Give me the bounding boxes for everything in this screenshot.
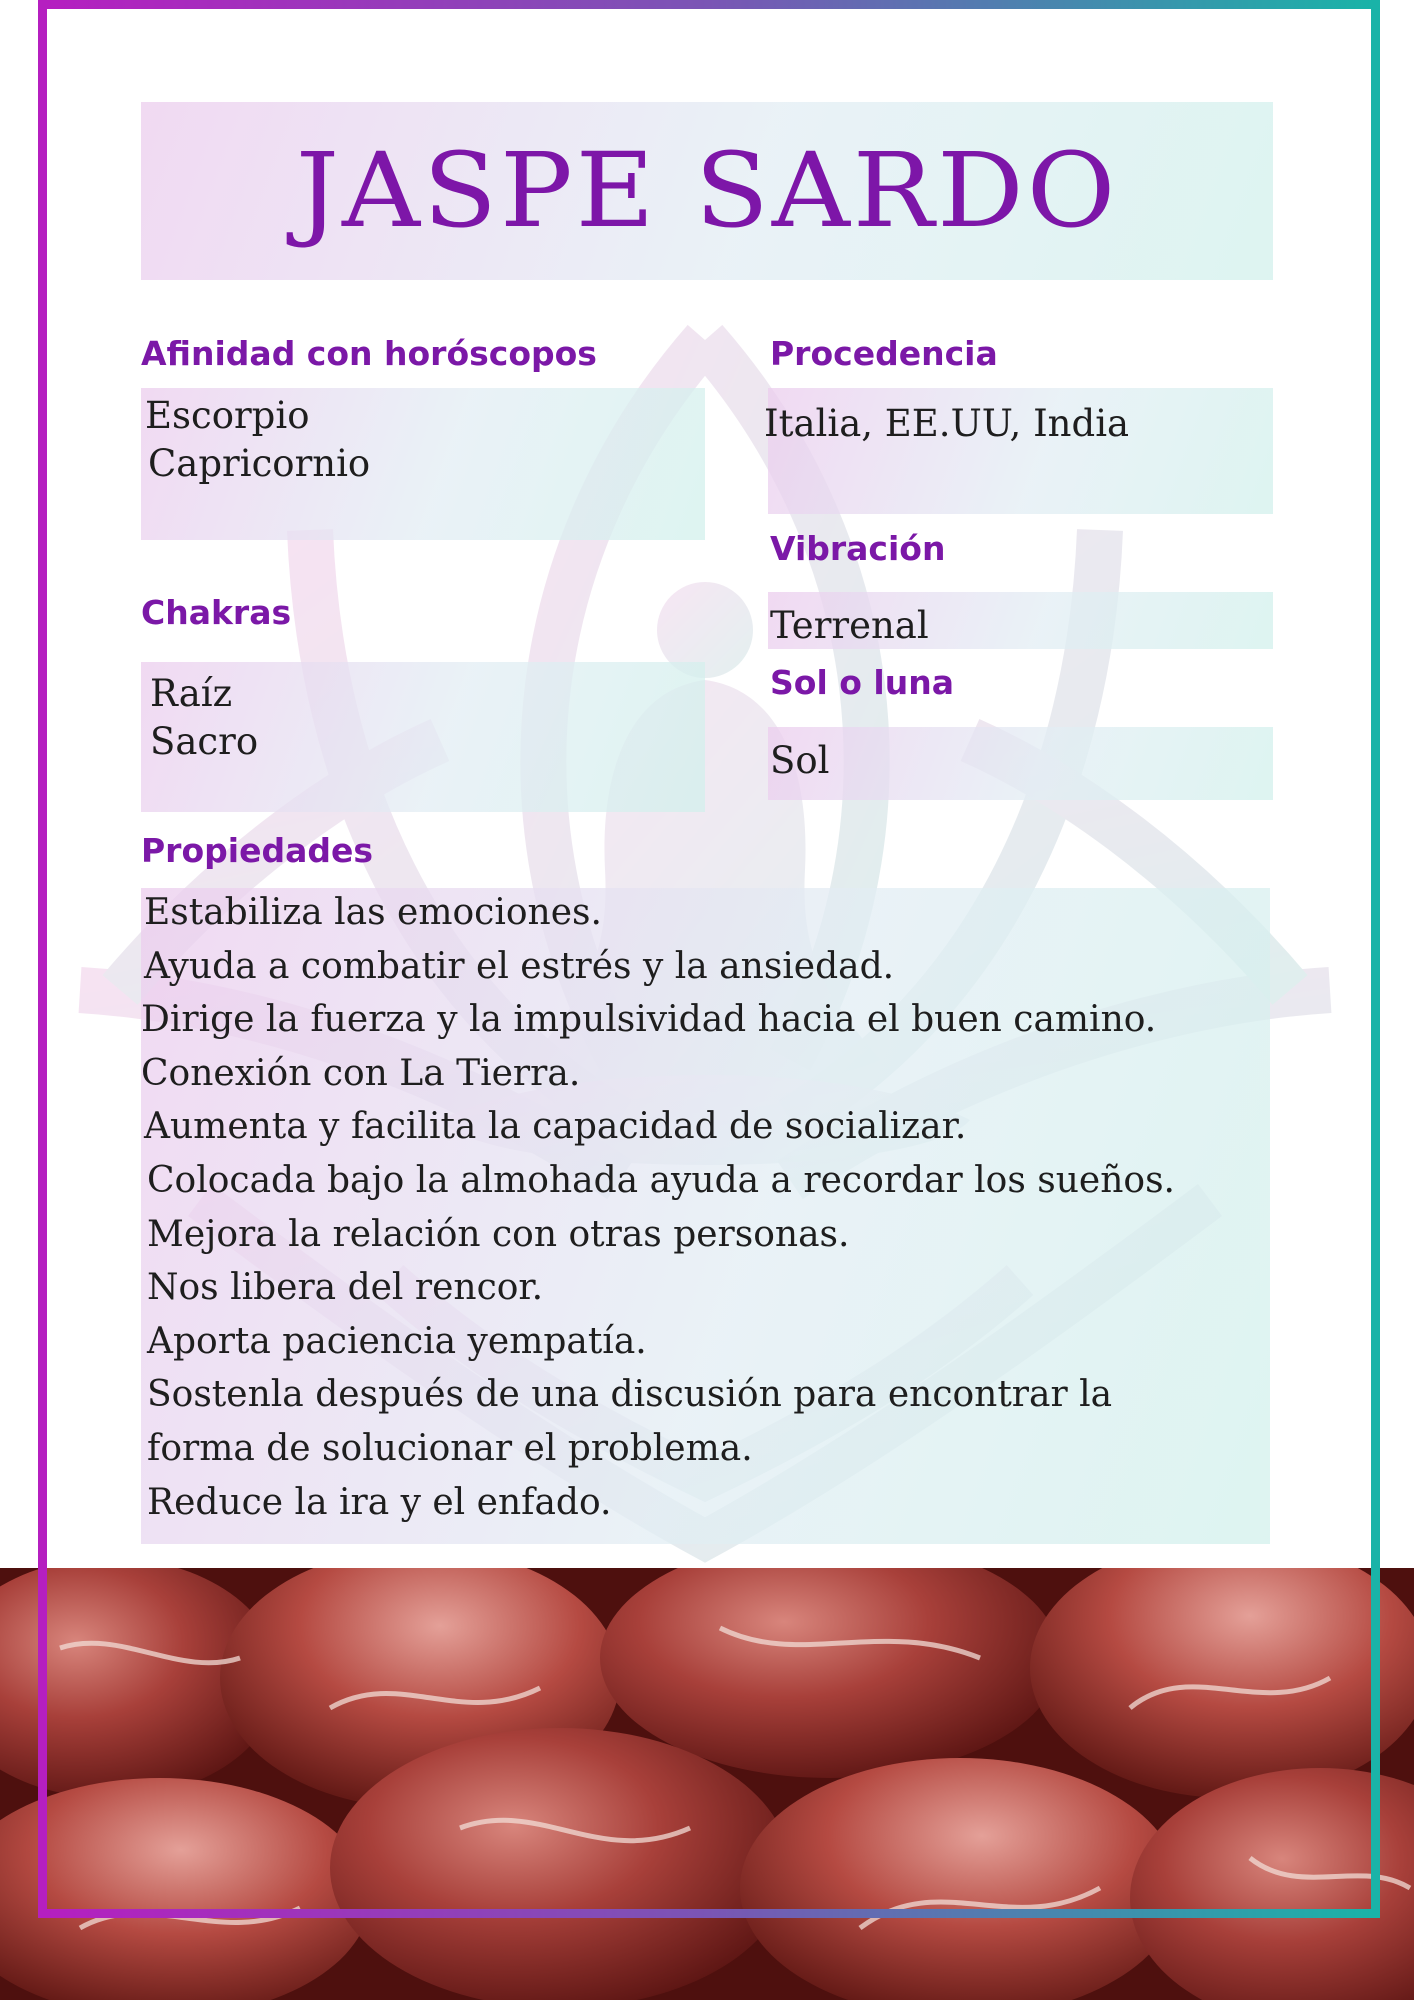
title-panel (141, 102, 1273, 280)
propiedades-panel (141, 888, 1270, 1544)
propiedades-label: Propiedades (141, 831, 373, 870)
procedencia-value: Italia, EE.UU, India (764, 402, 1130, 445)
propiedad-item: Estabiliza las emociones. (144, 892, 602, 933)
red-jasper-stones-photo (0, 1568, 1414, 2000)
horoscopos-label: Afinidad con horóscopos (141, 334, 597, 373)
chakras-label: Chakras (141, 593, 292, 632)
horoscopo-item: Escorpio (145, 394, 310, 437)
procedencia-label: Procedencia (770, 334, 998, 373)
propiedad-item: Dirige la fuerza y la impulsividad hacia el buen camino. (141, 999, 1157, 1041)
horoscopos-panel (141, 388, 705, 540)
vibracion-value: Terrenal (770, 604, 929, 647)
page-title: JASPE SARDO (295, 131, 1119, 251)
chakras-list (150, 670, 258, 766)
chakras-panel (141, 662, 705, 812)
vibracion-label: Vibración (770, 529, 946, 568)
propiedad-item: Aporta paciencia yempatía. (147, 1320, 647, 1362)
chakra-item: Sacro (150, 720, 259, 763)
horoscopos-list (145, 392, 370, 488)
sol-luna-label: Sol o luna (770, 663, 954, 702)
vibracion-panel (768, 592, 1273, 649)
propiedad-item: Conexión con La Tierra. (141, 1052, 581, 1094)
propiedad-item: Sostenla después de una discusión para encontrar la (147, 1374, 1113, 1416)
propiedad-item: Nos libera del rencor. (147, 1267, 544, 1309)
procedencia-panel (764, 388, 1273, 514)
propiedad-item: forma de solucionar el problema. (147, 1427, 753, 1469)
propiedades-list (141, 886, 1175, 1529)
sol-luna-panel (768, 727, 1273, 800)
propiedad-item: Reduce la ira y el enfado. (147, 1481, 612, 1523)
propiedad-item: Aumenta y facilita la capacidad de socializar. (144, 1106, 967, 1148)
propiedad-item: Mejora la relación con otras personas. (147, 1213, 850, 1255)
sol-luna-value: Sol (770, 739, 830, 782)
propiedad-item: Ayuda a combatir el estrés y la ansiedad. (144, 945, 895, 987)
chakra-item: Raíz (150, 672, 233, 715)
propiedad-item: Colocada bajo la almohada ayuda a recordar los sueños. (147, 1159, 1175, 1201)
horoscopo-item: Capricornio (148, 442, 371, 485)
